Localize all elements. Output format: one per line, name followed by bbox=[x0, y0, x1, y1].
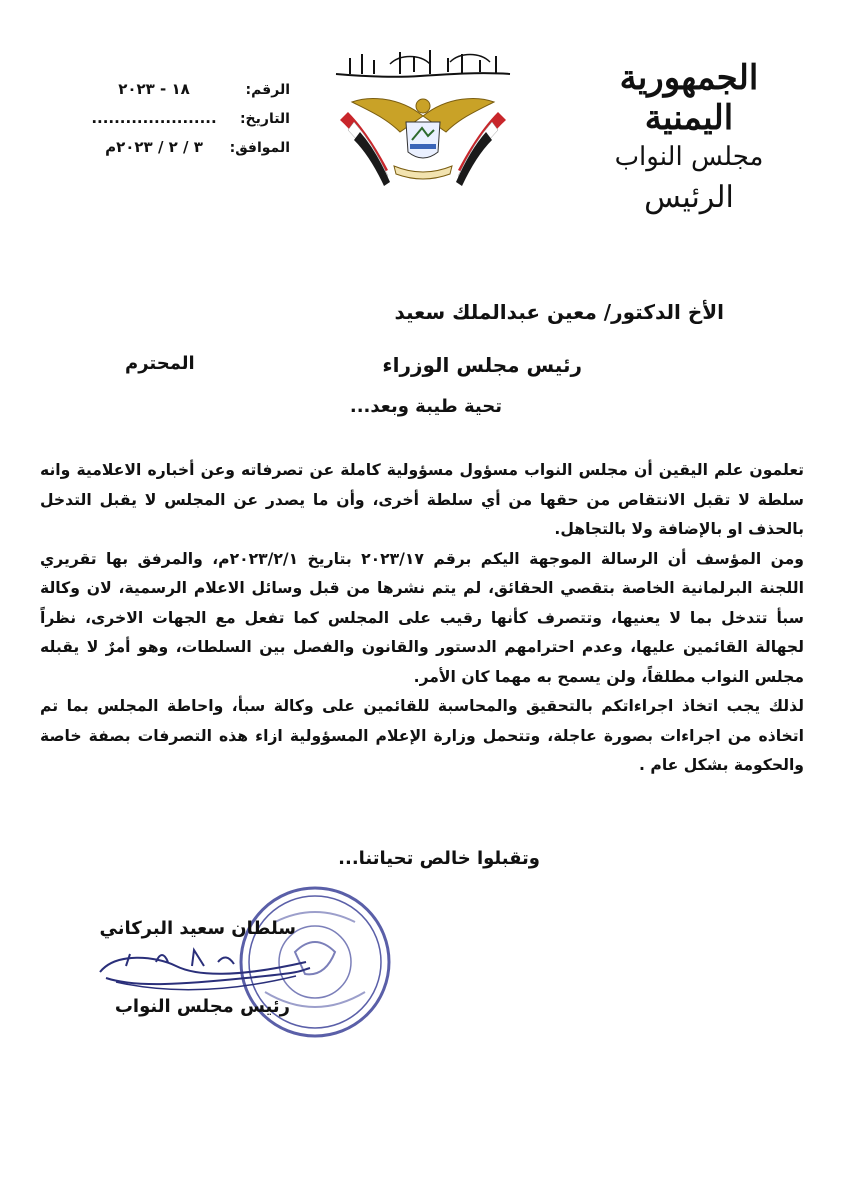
ref-date-label: التاريخ: bbox=[239, 111, 290, 127]
ref-equiv-value: ٣ / ٢ / ٢٠٢٣م bbox=[105, 138, 203, 156]
basmala-calligraphy bbox=[330, 44, 516, 84]
body-paragraph-1: تعلمون علم اليقين أن مجلس النواب مسؤول مسؤولية كاملة عن تصرفاته وعن أخباره الاعلامية وانه سلطة لا تقبل الانتقاص من حقها من أي سلطة أخرى، وأن ما يصدر عن المجلس لا يقبل التدخل بالحذف او بالإضافة ولا بالتجاهل. bbox=[40, 461, 804, 538]
office-name: الرئيس bbox=[644, 180, 734, 215]
body-paragraph-2: ومن المؤسف أن الرسالة الموجهة اليكم برقم ٢٠٢٣/١٧ بتاريخ ٢٠٢٣/٢/١م، والمرفق بها تقريري اللجنة البرلمانية الخاصة بتقصي الحقائق، لم يتم نشرها من قبل وسائل الاعلام الرسمية، لان وكالة سبأ تتدخل بما لا يعنيها، وتتصرف كأنها رقيب على المجلس كما تفعل مع الجهات الاخرى، نظراً لجهالة القائمين عليها، وعدم احترامهم الدستور والقانون والفصل بين السلطات، وهو أمرٌ لا يقبله مجلس النواب مطلقاً، ولن يسمح به مهما كان الأمر. bbox=[40, 549, 804, 686]
signatory-title: رئيس مجلس النواب bbox=[114, 996, 290, 1017]
letterhead-title bbox=[574, 58, 804, 218]
addressee-title: رئيس مجلس الوزراء bbox=[382, 353, 582, 377]
addressee-honorific: المحترم bbox=[125, 353, 195, 374]
ref-date-row bbox=[80, 109, 290, 138]
ref-number-value: ١٨ - ٢٠٢٣ bbox=[118, 80, 190, 98]
signatory-name: سلطان سعيد البركاني bbox=[99, 918, 296, 939]
closing-line: وتقبلوا خالص تحياتنا... bbox=[338, 848, 540, 869]
handwritten-signature bbox=[96, 932, 316, 1002]
ref-number-row bbox=[80, 80, 290, 109]
country-name: الجمهورية اليمنية bbox=[619, 58, 759, 138]
ref-equiv-row bbox=[80, 138, 290, 167]
ref-date-value: ...................... bbox=[91, 109, 217, 127]
national-emblem-icon bbox=[338, 92, 508, 188]
ref-number-label: الرقم: bbox=[245, 82, 290, 98]
addressee-name: الأخ الدكتور/ معين عبدالملك سعيد bbox=[394, 300, 724, 324]
greeting: تحية طيبة وبعد... bbox=[349, 396, 502, 417]
letter-body bbox=[40, 456, 804, 781]
body-paragraph-3: لذلك يجب اتخاذ اجراءاتكم بالتحقيق والمحاسبة للقائمين على وكالة سبأ، واحاطة المجلس بما تم اتخاذه من اجراءات بصورة عاجلة، وتتحمل وزارة الإعلام المسؤولية ازاء هذه التصرفات بصفة خاصة والحكومة بشكل عام . bbox=[40, 697, 804, 774]
council-name: مجلس النواب bbox=[614, 142, 764, 172]
reference-block bbox=[80, 80, 290, 167]
ref-equiv-label: الموافق: bbox=[229, 140, 290, 156]
